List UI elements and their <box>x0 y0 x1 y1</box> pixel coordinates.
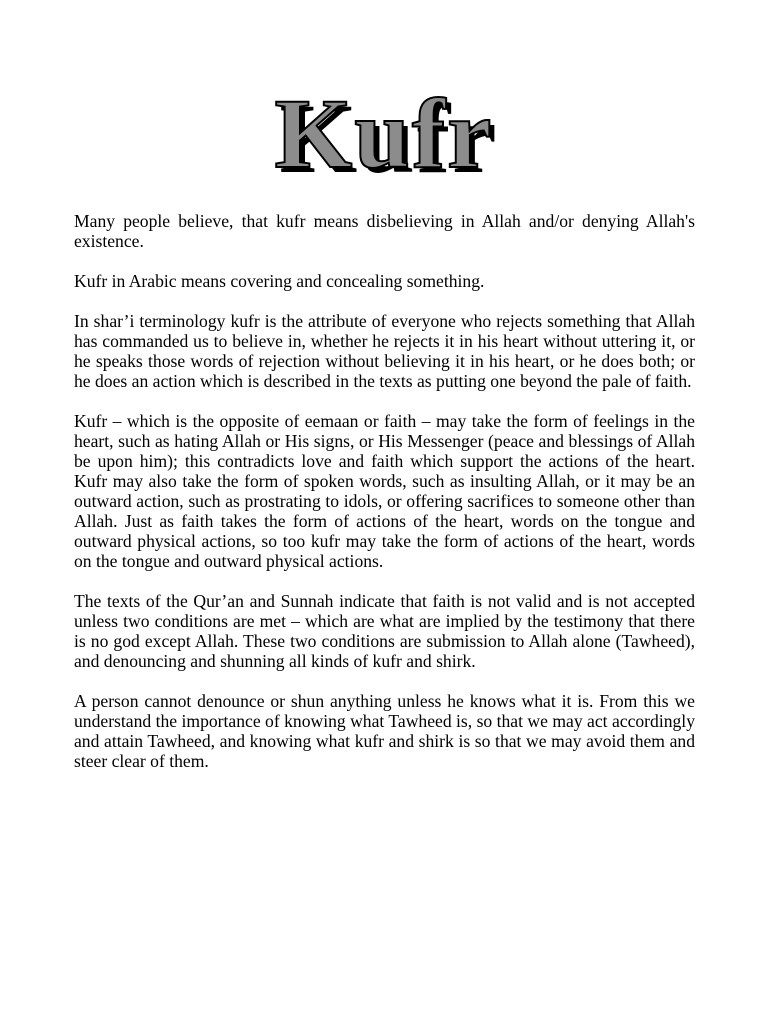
paragraph-importance-of-knowledge: A person cannot denounce or shun anything unless he knows what it is. From this we understand the importance of knowing what Tawheed is, so that we may act accordingly and attain Tawheed, and knowing what kufr and shirk is so that we may avoid them and steer clear of them. <box>74 691 695 771</box>
paragraph-forms-of-kufr: Kufr – which is the opposite of eemaan or faith – may take the form of feelings in the heart, such as hating Allah or His signs, or His Messenger (peace and blessings of Allah be upon him); this contradicts love and faith which support the actions of the heart. Kufr may also take the form of spoken words, such as insulting Allah, or it may be an outward action, such as prostrating to idols, or offering sacrifices to someone other than Allah. Just as faith takes the form of actions of the heart, words on the tongue and outward physical actions, so too kufr may take the form of actions of the heart, words on the tongue and outward physical actions. <box>74 411 695 571</box>
paragraph-terminology: In shar’i terminology kufr is the attribute of everyone who rejects something that Allah has commanded us to believe in, whether he rejects it in his heart without uttering it, or he speaks those words of rejection without believing it in his heart, or he does both; or he does an action which is described in the texts as putting one beyond the pale of faith. <box>74 311 695 391</box>
body-text <box>74 211 695 791</box>
page-title: Kufr <box>274 78 494 189</box>
paragraph-arabic-meaning: Kufr in Arabic means covering and concealing something. <box>74 271 485 291</box>
paragraph-definition-common: Many people believe, that kufr means disbelieving in Allah and/or denying Allah's existence. <box>74 211 695 251</box>
paragraph-conditions-of-faith: The texts of the Qur’an and Sunnah indicate that faith is not valid and is not accepted unless two conditions are met – which are what are implied by the testimony that there is no god except Allah. These two conditions are submission to Allah alone (Tawheed), and denouncing and shunning all kinds of kufr and shirk. <box>74 591 695 671</box>
